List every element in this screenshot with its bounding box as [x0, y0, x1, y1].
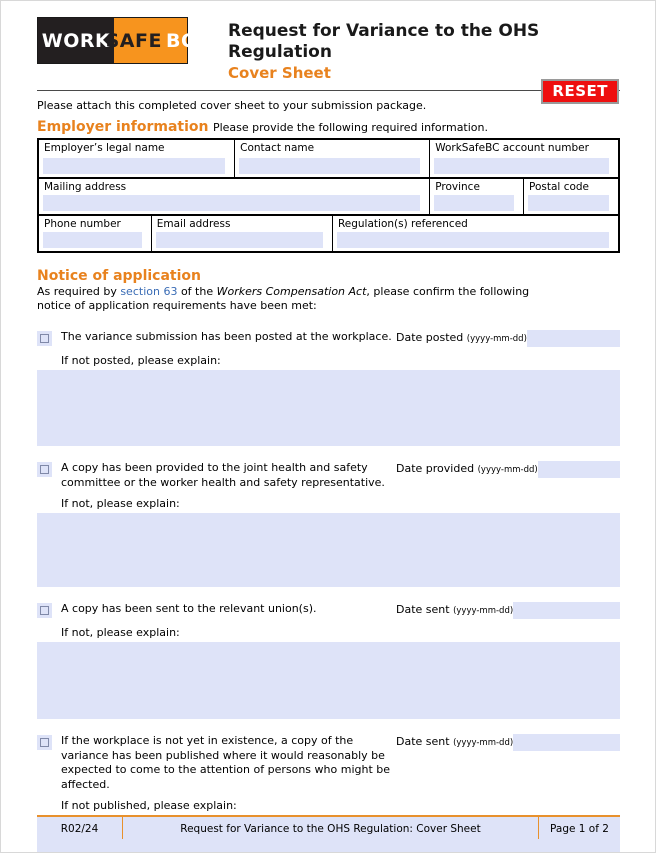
explain-textarea[interactable]: [37, 370, 620, 446]
page-subtitle: Cover Sheet: [228, 63, 331, 82]
employer-field: [429, 140, 618, 177]
field-label: Email address: [156, 218, 231, 230]
notice-statement: If the workplace is not yet in existence, a copy of the variance has been published where it would reasonably be expected to come to the attention of persons who might be affected.: [61, 734, 391, 791]
employer-field: [332, 216, 618, 251]
employer-field: [39, 216, 151, 251]
explain-label: If not, please explain:: [61, 626, 180, 640]
date-format-hint: (yyyy-mm-dd): [466, 334, 527, 345]
field-label: Phone number: [44, 218, 121, 230]
notice-item: [37, 330, 620, 446]
explain-label: If not posted, please explain:: [61, 354, 221, 368]
checkbox-glyph: [40, 606, 49, 615]
header-divider: [37, 90, 620, 91]
field-label: Mailing address: [44, 181, 127, 193]
date-label: Date provided: [396, 462, 475, 476]
checkbox-glyph: [40, 465, 49, 474]
date-format-hint: (yyyy-mm-dd): [453, 738, 514, 749]
text-input[interactable]: [239, 158, 420, 174]
employer-field: [151, 216, 332, 251]
notice-heading-text: Notice of application: [37, 268, 201, 284]
employer-subheading-text: Please provide the following required information.: [212, 121, 489, 134]
intro-mid: of the: [177, 285, 217, 298]
footer: [37, 815, 620, 839]
employer-table-row: [39, 177, 618, 214]
date-format-hint: (yyyy-mm-dd): [477, 465, 538, 476]
text-input[interactable]: [434, 195, 514, 211]
text-input[interactable]: [43, 195, 420, 211]
employer-information-heading: [37, 119, 620, 135]
notice-statement: A copy has been provided to the joint health and safety committee or the worker health and safety representative.: [61, 461, 385, 489]
explain-textarea[interactable]: [37, 513, 620, 587]
employer-field: [39, 140, 234, 177]
footer-title: Request for Variance to the OHS Regulation: Cover Sheet: [123, 817, 539, 839]
explain-label: If not, please explain:: [61, 497, 180, 511]
date-input[interactable]: [513, 734, 620, 751]
employer-field: [234, 140, 429, 177]
date-label: Date sent: [396, 603, 450, 617]
field-label: Employer’s legal name: [44, 142, 165, 154]
employer-field: [523, 179, 618, 214]
field-label: Contact name: [240, 142, 315, 154]
date-label: Date posted: [396, 331, 464, 345]
intro-prefix: As required by: [37, 285, 121, 298]
logo-bc-text: BC: [165, 29, 196, 52]
field-label: Regulation(s) referenced: [337, 218, 468, 230]
logo-work-text: WORK: [38, 18, 114, 63]
text-input[interactable]: [337, 232, 609, 248]
footer-page-number: Page 1 of 2: [550, 823, 609, 835]
date-label: Date sent: [396, 735, 450, 749]
date-input[interactable]: [513, 602, 620, 619]
act-title: Workers Compensation Act: [216, 285, 367, 298]
text-input[interactable]: [156, 232, 323, 248]
text-input[interactable]: [43, 232, 142, 248]
instruction-text: Please attach this completed cover sheet to your submission package.: [37, 99, 427, 112]
date-format-hint: (yyyy-mm-dd): [453, 606, 514, 617]
employer-table-row: [39, 140, 618, 177]
date-input[interactable]: [527, 330, 620, 347]
employer-table-row: [39, 214, 618, 251]
page-title: Request for Variance to the OHS Regulation: [228, 21, 540, 63]
checkbox[interactable]: [37, 462, 52, 477]
notice-intro: [37, 285, 559, 313]
section-63-link[interactable]: section 63: [120, 285, 178, 298]
text-input[interactable]: [43, 158, 225, 174]
explain-textarea[interactable]: [37, 642, 620, 719]
employer-field: [39, 179, 429, 214]
employer-field: [429, 179, 523, 214]
notice-item: [37, 461, 620, 587]
field-label: WorkSafeBC account number: [435, 142, 589, 154]
employer-heading-text: Employer information: [37, 119, 209, 135]
notice-statement: The variance submission has been posted at the workplace.: [61, 330, 392, 344]
logo-safe-text: SAFE: [105, 29, 162, 52]
notice-item: [37, 602, 620, 719]
explain-label: If not published, please explain:: [61, 799, 237, 813]
notice-items: [37, 330, 620, 853]
reset-button[interactable]: RESET: [541, 79, 619, 104]
checkbox[interactable]: [37, 331, 52, 346]
field-label: Province: [435, 181, 480, 193]
checkbox[interactable]: [37, 735, 52, 750]
date-input[interactable]: [538, 461, 620, 478]
text-input[interactable]: [434, 158, 609, 174]
checkbox-glyph: [40, 738, 49, 747]
text-input[interactable]: [528, 195, 609, 211]
intro-suffix: , please confirm the following notice of application requirements have been met:: [37, 285, 530, 313]
checkbox[interactable]: [37, 603, 52, 618]
notice-statement: A copy has been sent to the relevant union(s).: [61, 602, 317, 616]
header: [37, 17, 620, 83]
worksafebc-logo: [37, 17, 196, 64]
checkbox-glyph: [40, 334, 49, 343]
field-label: Postal code: [529, 181, 590, 193]
footer-revision: R02/24: [37, 817, 123, 839]
employer-table: [37, 138, 620, 253]
